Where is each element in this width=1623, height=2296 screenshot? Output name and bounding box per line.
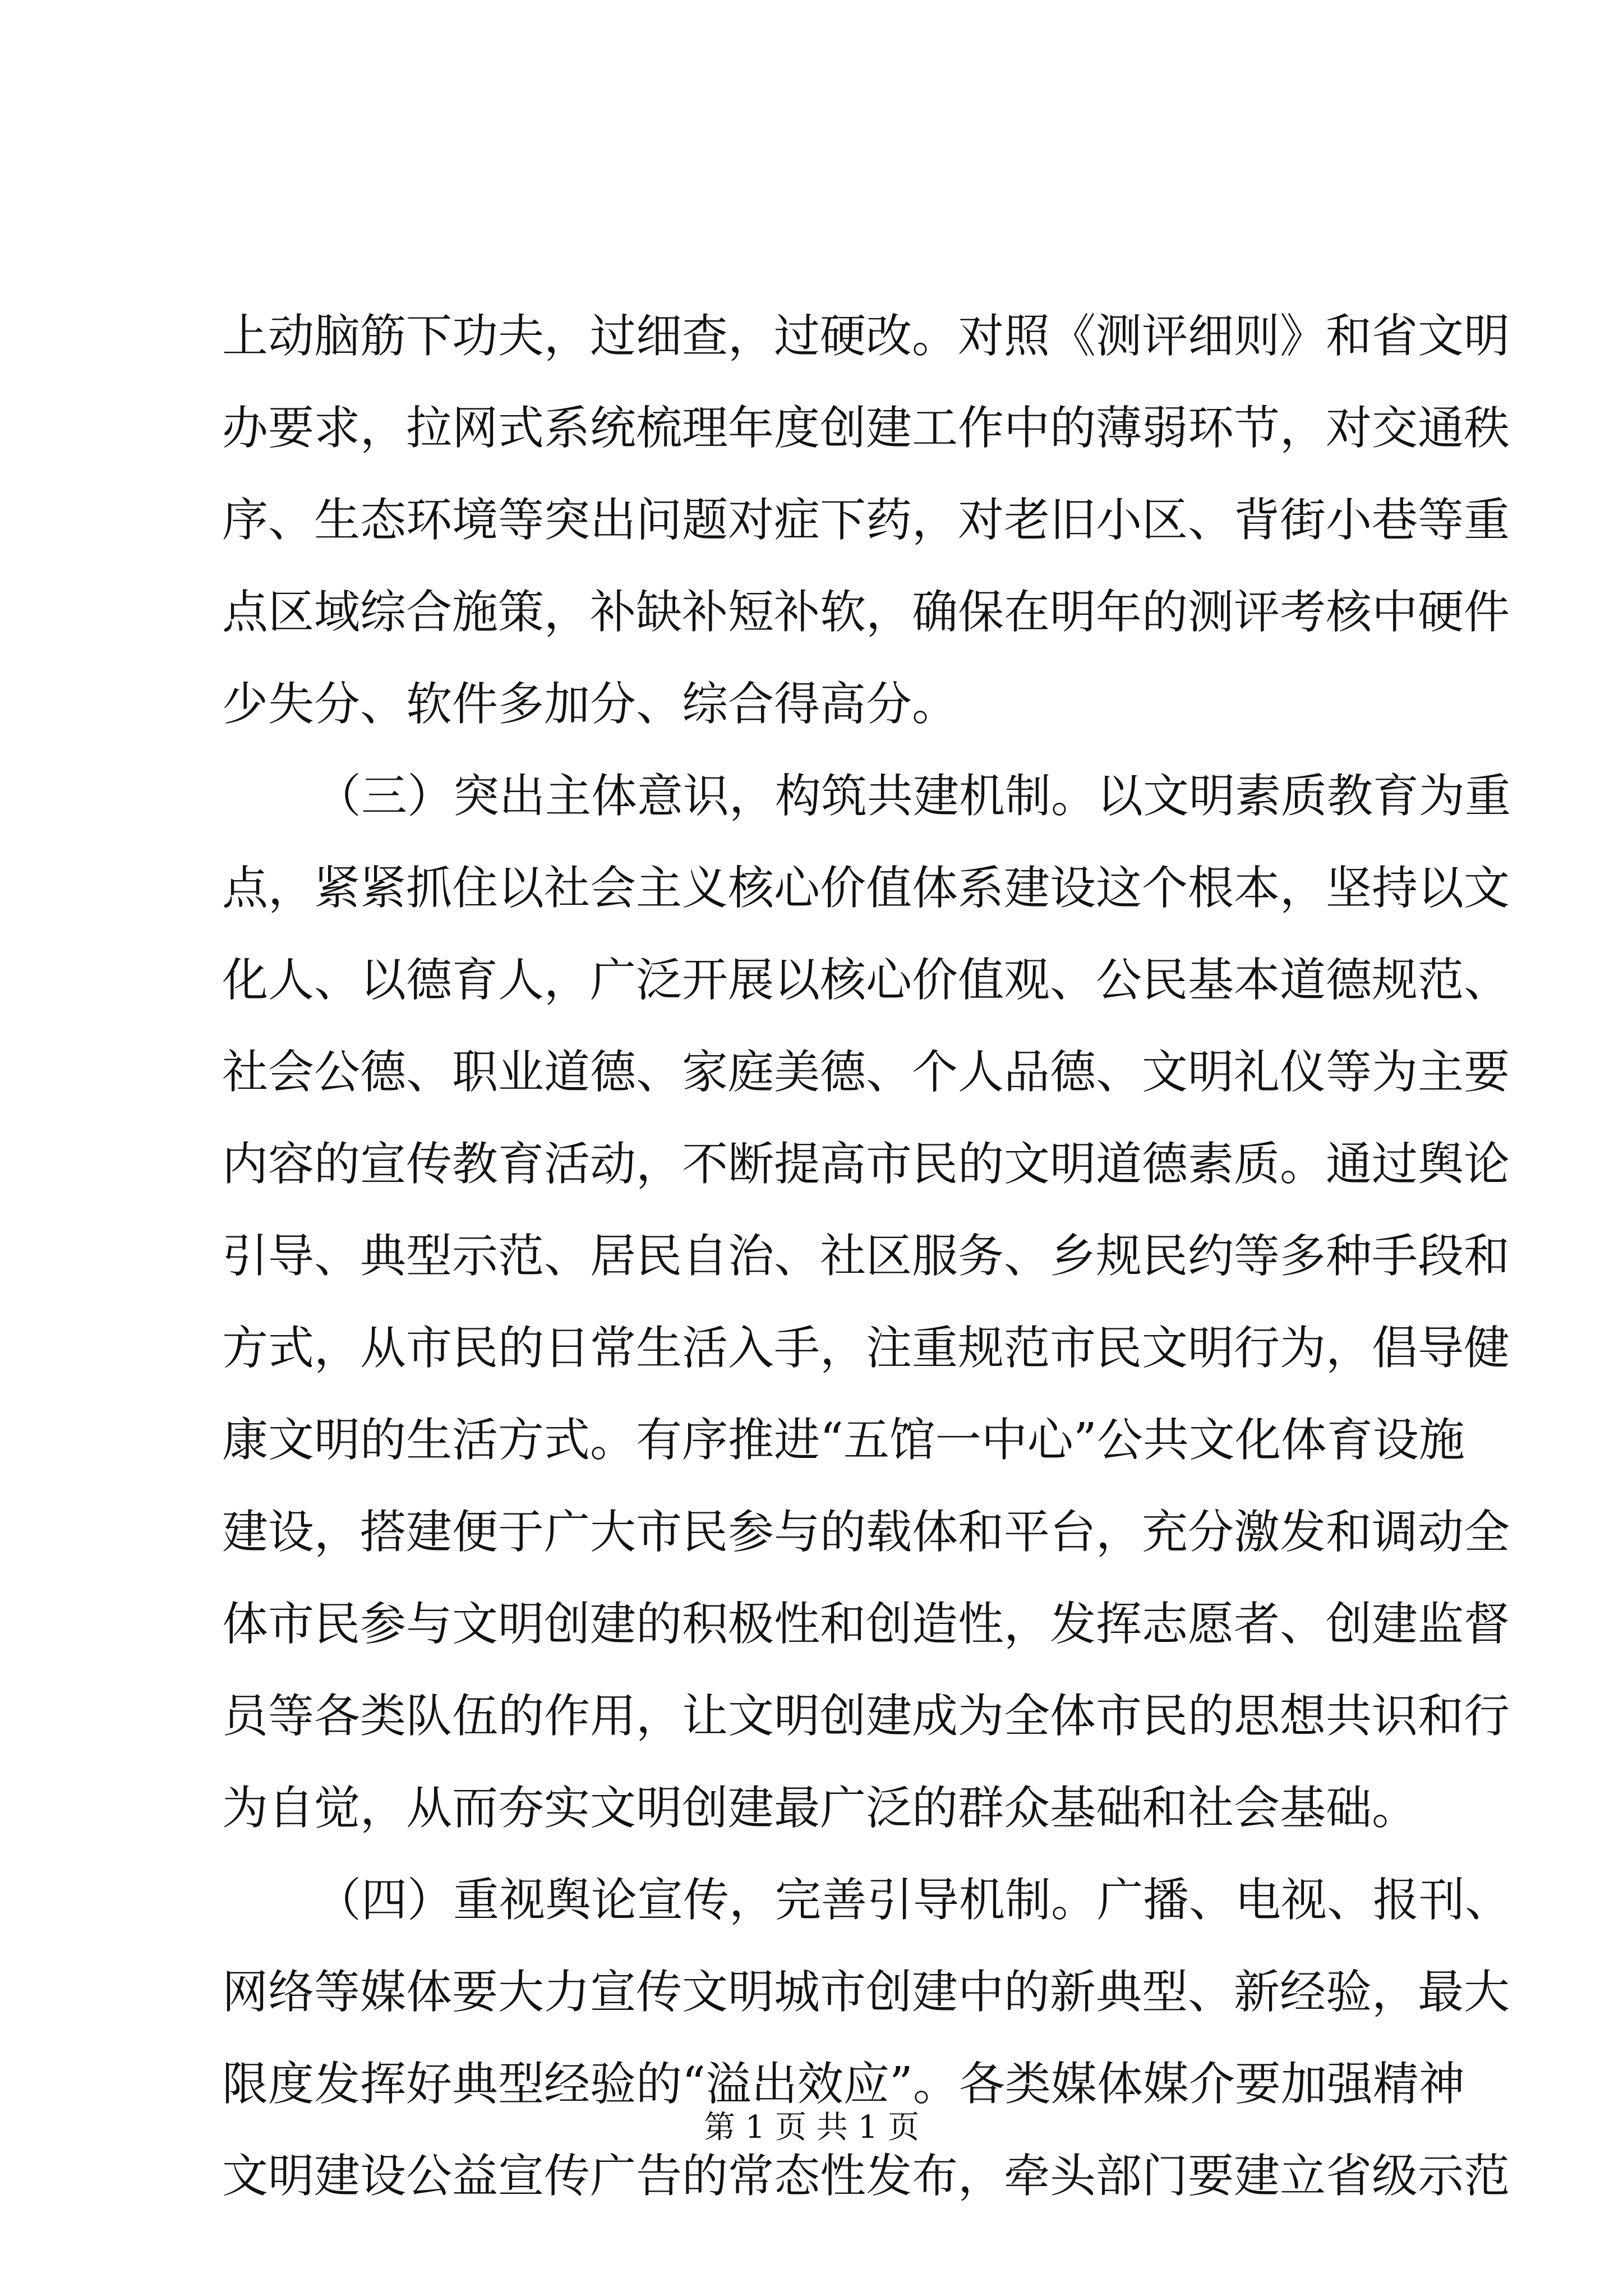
body-text-line: 网络等媒体要大力宣传文明城市创建中的新典型、新经验，最大 xyxy=(222,1966,1510,2019)
body-text-line: 少失分、软件多加分、综合得高分。 xyxy=(222,678,958,731)
body-text-line: 体市民参与文明创建的积极性和创造性，发挥志愿者、创建监督 xyxy=(222,1598,1510,1651)
body-text-line: 上动脑筋下功夫，过细查，过硬改。对照《测评细则》和省文明 xyxy=(222,310,1510,363)
body-text-line: 点区域综合施策，补缺补短补软，确保在明年的测评考核中硬件 xyxy=(222,586,1510,639)
body-text-line: 点，紧紧抓住以社会主义核心价值体系建设这个根本，坚持以文 xyxy=(222,862,1510,915)
body-text-line: 为自觉，从而夯实文明创建最广泛的群众基础和社会基础。 xyxy=(222,1782,1418,1835)
body-text-line: 康文明的生活方式。有序推进“五馆一中心”公共文化体育设施 xyxy=(222,1414,1465,1467)
page-footer: 第 1 页 共 1 页 xyxy=(703,2109,920,2146)
section-3-heading-line: （三）突出主体意识，构筑共建机制。以文明素质教育为重 xyxy=(315,770,1511,823)
body-text-line: 限度发挥好典型经验的“溢出效应”。各类媒体媒介要加强精神 xyxy=(222,2058,1465,2111)
body-text-line: 办要求，拉网式系统梳理年度创建工作中的薄弱环节，对交通秩 xyxy=(222,402,1510,455)
body-text-line: 文明建设公益宣传广告的常态性发布，牵头部门要建立省级示范 xyxy=(222,2150,1510,2203)
body-text-line: 社会公德、职业道德、家庭美德、个人品德、文明礼仪等为主要 xyxy=(222,1046,1510,1099)
body-text-line: 建设，搭建便于广大市民参与的载体和平台，充分激发和调动全 xyxy=(222,1506,1510,1559)
body-text-line: 员等各类队伍的作用，让文明创建成为全体市民的思想共识和行 xyxy=(222,1690,1510,1743)
body-text-line: 引导、典型示范、居民自治、社区服务、乡规民约等多种手段和 xyxy=(222,1230,1510,1283)
body-text-line: 内容的宣传教育活动，不断提高市民的文明道德素质。通过舆论 xyxy=(222,1138,1510,1191)
section-4-heading-line: （四）重视舆论宣传，完善引导机制。广播、电视、报刊、 xyxy=(315,1874,1511,1927)
body-text-line: 序、生态环境等突出问题对症下药，对老旧小区、背街小巷等重 xyxy=(222,494,1510,547)
body-text-line: 方式，从市民的日常生活入手，注重规范市民文明行为，倡导健 xyxy=(222,1322,1510,1375)
body-text-line: 化人、以德育人，广泛开展以核心价值观、公民基本道德规范、 xyxy=(222,954,1510,1007)
